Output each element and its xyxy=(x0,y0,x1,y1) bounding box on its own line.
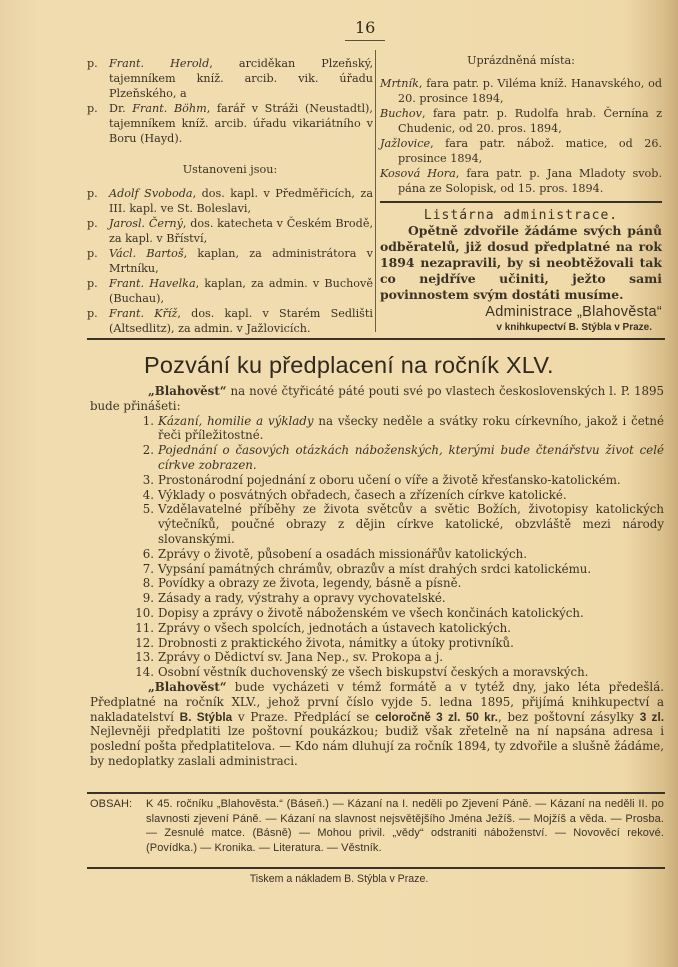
administration-signature: Administrace „Blahověsta“ xyxy=(485,304,662,320)
list-item xyxy=(90,414,664,444)
contents-text: K 45. ročníku „Blahověsta.“ (Báseň.) — Kázaní na I. neděli po Zjevení Páně. — Kázaní na neděli II. po slavnosti zjevení Páně. — Kázaní na slavnost nejsvětějšího Jména Ježíš. — Mojžíš a věda. — Prosba. — Zesnulé matce. (Básně) — Mohou privil. „vědy“ odstraniti náboženství. — Novověcí rekové. (Povídka.) — Kronika. — Literatura. — Věstník. xyxy=(146,798,664,854)
item-text: Výklady o posvátných obřadech, časech a zřízeních církve katolické. xyxy=(158,487,567,502)
entry-text: , arciděkan Plzeňský, tajemníkem kníž. arcib. vik. úřadu Plzeňského, a xyxy=(109,57,373,100)
main-section xyxy=(90,384,664,769)
item-number: 7. xyxy=(142,561,154,576)
item-number: 5. xyxy=(142,502,154,517)
appointment-entry xyxy=(87,56,373,101)
page-number: 16 xyxy=(355,18,376,37)
list-item xyxy=(90,591,664,606)
entry-text: , dos. kapl. v Předměřicích, za III. kapl. ve St. Boleslavi, xyxy=(109,187,373,215)
administration-address: v knihkupectví B. Stýbla v Praze. xyxy=(496,322,652,333)
vacancy-entry xyxy=(380,136,662,166)
main-title: Pozvání ku předplacení na ročník XLV. xyxy=(144,352,554,378)
item-number: 4. xyxy=(142,487,154,502)
entry-prefix: p. xyxy=(87,247,98,260)
vacancy-name: Buchov xyxy=(380,107,422,120)
item-italic: Kázaní, homilie a výklady xyxy=(158,413,314,428)
entry-prefix: p. xyxy=(87,102,98,115)
publisher-name: B. Stýbla xyxy=(179,709,233,724)
appointment-entry xyxy=(87,216,373,246)
annual-price: celoročně 3 zl. 50 kr. xyxy=(375,709,498,724)
item-number: 6. xyxy=(142,546,154,561)
entry-text: , dos. katecheta v Českém Brodě, za kapl. v Bříství, xyxy=(109,217,374,245)
entry-prefix: p. xyxy=(87,57,98,70)
item-number: 2. xyxy=(142,443,154,458)
list-item xyxy=(90,547,664,562)
item-text: na všecky neděle a svátky roku církevního, jakož i četné řeči příležitostné. xyxy=(158,413,664,443)
appointment-entry xyxy=(87,276,373,306)
content-list xyxy=(90,414,664,680)
section-rule xyxy=(87,867,665,869)
vacancy-name: Mrtník xyxy=(380,77,419,90)
item-number: 10. xyxy=(135,605,154,620)
item-number: 13. xyxy=(135,650,154,665)
entry-prefix: p. xyxy=(87,307,98,320)
list-item xyxy=(90,488,664,503)
journal-name: „Blahověst“ xyxy=(148,384,227,398)
appointment-entry xyxy=(87,306,373,336)
subscriber-notice: Opětně zdvořile žádáme svých pánů odběratelů, již dosud předplatné na rok 1894 nezapravili, by si neobtěžovali tak co nejdříve učiniti, ježto sami povinnostem svým dostáti musíme. xyxy=(380,223,662,302)
list-item xyxy=(90,562,664,577)
vacancy-name: Jažlovice xyxy=(380,137,431,150)
entry-name: Adolf Svoboda xyxy=(109,187,193,200)
entry-name: Frant. Havelka xyxy=(109,277,196,290)
contents-label: OBSAH: xyxy=(90,798,133,810)
contents-section xyxy=(90,797,664,855)
appointment-entry xyxy=(87,101,373,146)
closing-text: v Praze. Předplácí se xyxy=(232,709,376,724)
item-number: 12. xyxy=(135,635,154,650)
vacancy-name: Kosová Hora xyxy=(380,167,456,180)
entry-title: Dr. xyxy=(109,102,133,115)
closing-text: , bez poštovní zásylky xyxy=(497,709,640,724)
item-text: Vzdělavatelné příběhy ze života světcův a světic Božích, životopisy katolických výtečníků, poučné obrazy z dějin církve katolické, obzvláště mezi národy slovanskými. xyxy=(158,502,664,546)
vacancy-text: , fara patr. p. Rudolfa hrab. Černína z Chudenic, od 20. pros. 1894, xyxy=(398,107,662,135)
vacancy-entry xyxy=(380,106,662,136)
list-item xyxy=(90,443,664,473)
closing-text: bude vycházeti v témž formátě a v tytéž dny, jako léta předešlá. Předplatné na ročník XLV., jehož první číslo vyjde 5. ledna 1895, přijímá knihkupectví a nakladatelství xyxy=(90,679,664,724)
entry-prefix: p. xyxy=(87,217,98,230)
item-text: Drobnosti z praktického života, námitky a útoky protivníků. xyxy=(158,635,514,650)
item-text: Vypsání památných chrámův, obrazův a míst drahých srdci katolickému. xyxy=(158,561,592,576)
entry-prefix: p. xyxy=(87,187,98,200)
vacancies-heading: Uprázdněná místa: xyxy=(467,54,575,67)
item-number: 1. xyxy=(142,413,154,428)
entry-text: , kaplan, za admin. v Buchově (Buchau), xyxy=(109,277,373,305)
list-item xyxy=(90,576,664,591)
intro-text: na nové čtyřicáté páté pouti své po vlastech československých l. P. 1895 bude přinášeti: xyxy=(90,384,664,413)
section-rule xyxy=(87,338,665,340)
entry-text: , kaplan, za administrátora v Mrtníku, xyxy=(109,247,373,275)
item-text: Zprávy o životě, působení a osadách missionářův katolických. xyxy=(158,546,527,561)
item-number: 11. xyxy=(135,620,154,635)
item-text: Zprávy o Dědictví sv. Jana Nep., sv. Prokopa a j. xyxy=(158,650,443,665)
item-number: 9. xyxy=(142,591,154,606)
appointment-entry xyxy=(87,246,373,276)
vacancy-text: , fara patr. nábož. matice, od 26. prosince 1894, xyxy=(398,137,662,165)
printer-imprint: Tiskem a nákladem B. Stýbla v Praze. xyxy=(249,873,429,885)
item-number: 3. xyxy=(142,472,154,487)
subscription-paragraph xyxy=(90,680,664,769)
list-item xyxy=(90,502,664,546)
section-rule xyxy=(380,201,662,203)
appointment-entry xyxy=(87,186,373,216)
item-text: Osobní věstník duchovenský ze všech biskupství českých a moravských. xyxy=(158,665,589,680)
item-text: Zprávy o všech spolcích, jednotách a ústavech katolických. xyxy=(158,620,511,635)
vacancy-entry xyxy=(380,76,662,106)
item-italic: Pojednání o časových otázkách náboženských, kterými bude čtenářstvu život celé církve zobrazen. xyxy=(158,443,664,472)
vacancy-text: , fara patr. p. Jana Mladoty svob. pána ze Solopisk, od 15. pros. 1894. xyxy=(398,167,662,195)
vacancy-entry xyxy=(380,166,662,196)
entry-text: , dos. kapl. v Starém Sedlišti (Altsedlitz), za admin. v Jažlovicích. xyxy=(109,307,373,335)
list-item xyxy=(90,636,664,651)
list-item xyxy=(90,606,664,621)
column-divider xyxy=(375,50,376,332)
list-item xyxy=(90,473,664,488)
item-text: Povídky a obrazy ze života, legendy, básně a písně. xyxy=(158,576,462,591)
item-number: 8. xyxy=(142,576,154,591)
left-column xyxy=(87,56,373,336)
entry-prefix: p. xyxy=(87,277,98,290)
item-text: Zásady a rady, výstrahy a opravy vychovatelské. xyxy=(158,591,446,606)
list-item xyxy=(90,621,664,636)
page-number-rule xyxy=(345,40,385,41)
vacancy-text: , fara patr. p. Viléma kníž. Hanavského, od 20. prosince 1894, xyxy=(398,77,662,105)
entry-name: Frant. Kříž xyxy=(109,307,178,320)
closing-text: Nejlevněji předplatiti lze poštovní poukázkou; budiž však zřetelně na ní napsána adresa i poslední pošta předplatitelova. — Kdo nám dluhují za ročník 1894, ty zdvořile a slušně žádáme, by nedoplatky zaslali administraci. xyxy=(90,724,664,768)
entry-name: Frant. Böhm xyxy=(132,102,207,115)
listarna-heading: Listárna administrace. xyxy=(423,208,619,223)
item-text: Dopisy a zprávy o životě náboženském ve všech končinách katolických. xyxy=(158,605,584,620)
intro-paragraph xyxy=(90,384,664,414)
price-without-postage: 3 zl. xyxy=(639,709,664,724)
appointments-subheading: Ustanoveni jsou: xyxy=(182,163,278,176)
right-column xyxy=(380,56,662,335)
entry-text: , farář v Stráži (Neustadtl), tajemníkem kníž. arcib. úřadu vikariátního v Boru (Hayd). xyxy=(109,102,373,145)
entry-name: Frant. Herold xyxy=(109,57,210,70)
section-rule xyxy=(87,792,665,794)
entry-name: Jarosl. Černý xyxy=(109,217,183,230)
item-number: 14. xyxy=(135,665,154,680)
list-item xyxy=(90,665,664,680)
list-item xyxy=(90,650,664,665)
item-text: Prostonárodní pojednání z oboru učení o víře a životě křesťansko-katolickém. xyxy=(158,472,621,487)
entry-name: Václ. Bartoš xyxy=(109,247,184,260)
journal-name: „Blahověst“ xyxy=(148,679,227,694)
